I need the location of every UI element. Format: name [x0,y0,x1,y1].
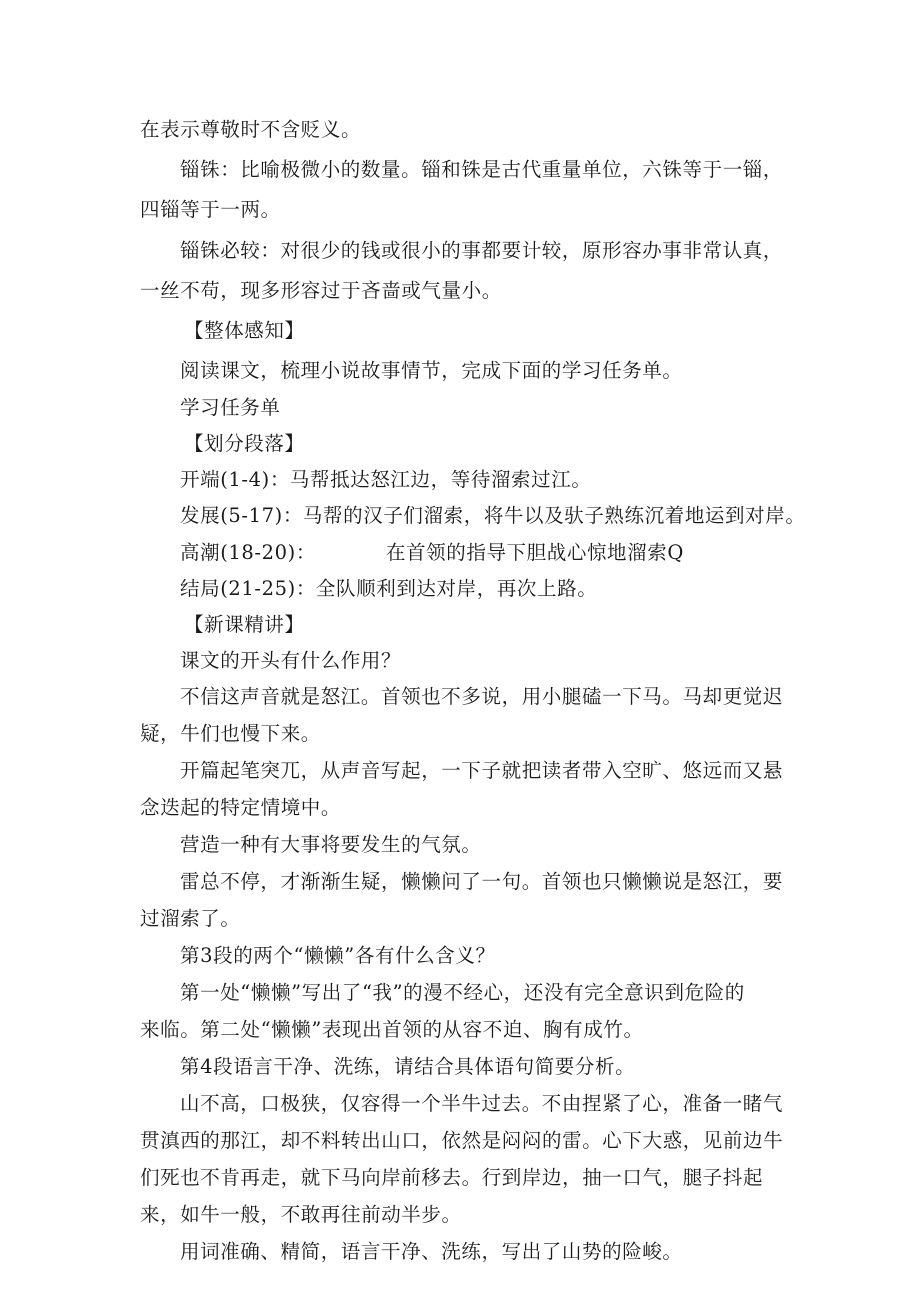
text-line: 在表示尊敬时不含贬义。 [140,118,362,141]
text-line: 开端(1-4)：马帮抵达怒江边，等待溜索过江。 [180,468,592,491]
text-line: 学习任务单 [180,396,281,419]
text-line: 过溜索了。 [140,907,241,930]
text-line: 发展(5-17)：马帮的汉子们溜索，将牛以及驮子熟练沉着地运到对岸。 [180,504,806,527]
text-line: 们死也不肯再走，就下马向岸前移去。行到岸边，抽一口气，腿子抖起 [140,1166,764,1189]
text-line [180,539,684,567]
text-value: 在首领的指导下胆战心惊地溜索Q [385,541,684,564]
text-line: 用词准确、精简，语言干净、洗练，写出了山势的险峻。 [180,1240,683,1263]
text-label: 高潮(18-20)： [180,541,316,564]
text-line: 第4段语言干净、洗练，请结合具体语句简要分析。 [180,1055,636,1078]
text-line: 锱铢必较：对很少的钱或很小的事都要计较，原形容办事非常认真， [180,239,784,262]
section-heading: 【新课精讲】 [184,613,305,636]
text-line: 贯滇西的那江，却不料转出山口，依然是闷闷的雷。心下大惑，见前边牛 [140,1129,784,1152]
text-line: 锱铢：比喻极微小的数量。锱和铢是古代重量单位，六铢等于一锱， [180,158,784,181]
text-line: 营造一种有大事将要发生的气氛。 [180,833,482,856]
text-line: 不信这声音就是怒江。首领也不多说，用小腿磕一下马。马却更觉迟 [180,685,784,708]
text-line: 来临。第二处“懒懒”表现出首领的从容不迫、胸有成竹。 [140,1018,644,1041]
section-heading: 【整体感知】 [184,319,305,342]
text-line: 山不高，口极狭，仅容得一个半牛过去。不由捏紧了心，准备一睹气 [180,1092,784,1115]
text-line: 念迭起的特定情境中。 [140,796,342,819]
text-line: 第3段的两个“懒懒”各有什么含义？ [180,944,496,967]
text-line: 一丝不苟，现多形容过于吝啬或气量小。 [140,279,502,302]
text-line: 结局(21-25)：全队顺利到达对岸，再次上路。 [180,577,598,600]
text-line: 课文的开头有什么作用？ [180,649,402,672]
text-line: 四锱等于一两。 [140,198,281,221]
section-heading: 【划分段落】 [184,432,305,455]
text-line: 来，如牛一般，不敢再往前动半步。 [140,1203,462,1226]
text-line: 雷总不停，才渐渐生疑，懒懒问了一句。首领也只懒懒说是怒江，要 [180,870,784,893]
text-line: 第一处“懒懒”写出了“我”的漫不经心，还没有完全意识到危险的 [180,981,745,1004]
text-line: 疑，牛们也慢下来。 [140,722,321,745]
text-line: 开篇起笔突兀，从声音写起，一下子就把读者带入空旷、悠远而又悬 [180,759,784,782]
text-line: 阅读课文，梳理小说故事情节，完成下面的学习任务单。 [180,359,683,382]
